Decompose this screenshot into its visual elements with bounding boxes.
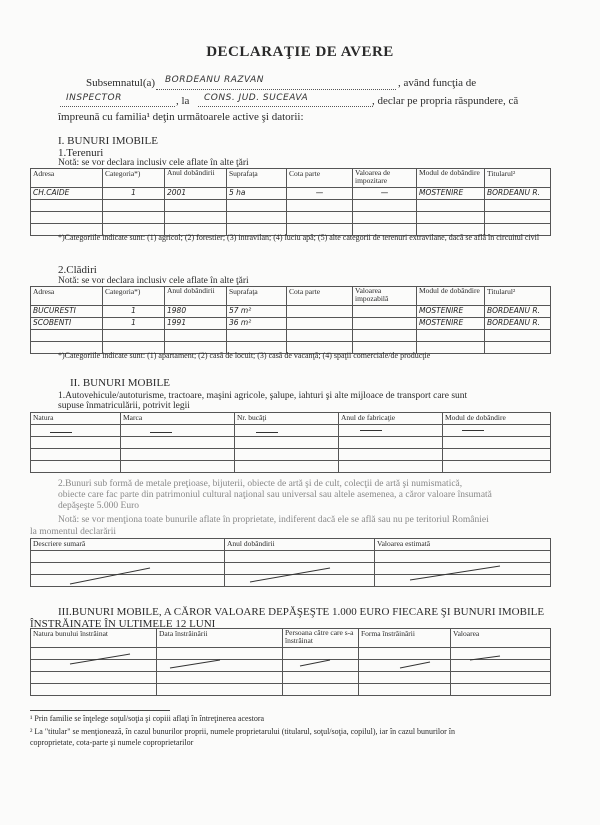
cladire-2-categoria: 1	[103, 318, 165, 330]
bunuri-note: Notă: se vor menţiona toate bunurile aflate în proprietate, indiferent dacă ele se află sau nu pe teritoriul României	[58, 515, 489, 525]
page-title: DECLARAŢIE DE AVERE	[206, 44, 394, 60]
terenuri-header-titularul: Titularul²	[485, 169, 551, 188]
teren-modul: MOSTENIRE	[417, 188, 485, 200]
declarant-name: BORDEANU RAZVAN	[165, 75, 264, 85]
intro-line-2: împreună cu familia¹ deţin următoarele active şi datorii:	[58, 111, 304, 123]
la-label: , la	[176, 95, 190, 107]
declar-text: , declar pe propria răspundere, că	[372, 95, 519, 107]
empty-mark	[256, 432, 278, 433]
cladire-2-titularul: BORDEANU R.	[485, 318, 551, 330]
cladiri-header-valoarea: Valoarea impozabilă	[353, 287, 417, 306]
cladiri-title: 2.Clădiri	[58, 264, 97, 276]
bunuri-paragraph-2: obiecte care fac parte din patrimoniul cultural naţional sau universal sau altele asemenea, a căror valoare însumată	[58, 490, 492, 500]
cladire-1-cota	[287, 306, 353, 318]
bunuri-header-anul: Anul dobândirii	[225, 539, 375, 551]
auto-header-natura: Natura	[31, 413, 121, 425]
terenuri-header-adresa: Adresa	[31, 169, 103, 188]
empty-mark	[50, 432, 72, 433]
footnote-2-cont: coproprietate, cota-parte şi numele coproprietarilor	[30, 738, 194, 747]
cancel-strikes	[30, 538, 550, 594]
section-3-heading-2: ÎNSTRĂINATE ÎN ULTIMELE 12 LUNI	[30, 618, 216, 630]
auto-header-nr: Nr. bucăţi	[235, 413, 339, 425]
teren-titularul: BORDEANU R.	[485, 188, 551, 200]
empty-mark	[462, 430, 484, 431]
cladire-2-cota	[287, 318, 353, 330]
institution-field-line	[198, 106, 373, 107]
subsemnatul-label: Subsemnatul(a)	[86, 77, 156, 89]
cladire-2-anul: 1991	[165, 318, 227, 330]
cladiri-table	[30, 286, 551, 354]
bunuri-header-valoarea: Valoarea estimată	[375, 539, 551, 551]
cladire-1-modul: MOSTENIRE	[417, 306, 485, 318]
footnote-rule	[30, 710, 170, 711]
instr-header-persoana: Persoana către care s-a înstrăinat	[283, 629, 359, 648]
cladire-1-categoria: 1	[103, 306, 165, 318]
teren-adresa: CH.CAIDE	[31, 188, 103, 200]
cladire-1-valoarea	[353, 306, 417, 318]
cladire-2-valoarea	[353, 318, 417, 330]
auto-header-modul: Modul de dobândire	[443, 413, 551, 425]
name-field-line	[156, 89, 396, 90]
cladiri-header-adresa: Adresa	[31, 287, 103, 306]
section-2-heading: II. BUNURI MOBILE	[70, 377, 170, 389]
teren-cota: —	[287, 188, 353, 200]
terenuri-header-cota: Cota parte	[287, 169, 353, 188]
bunuri-note-2: la momentul declarării	[30, 527, 116, 537]
auto-empty-row	[31, 461, 551, 473]
auto-empty-row	[31, 437, 551, 449]
cladire-1-adresa: BUCURESTI	[31, 306, 103, 318]
auto-paragraph: 1.Autovehicule/autoturisme, tractoare, maşini agricole, şalupe, iahturi şi alte mijloace de transport care sunt	[58, 391, 468, 401]
auto-paragraph-2: supuse înmatriculării, potrivit legii	[58, 401, 190, 411]
teren-anul: 2001	[165, 188, 227, 200]
terenuri-header-valoarea: Valoarea de impozitare	[353, 169, 417, 188]
terenuri-title: 1.Terenuri	[58, 147, 104, 159]
cladire-1-titularul: BORDEANU R.	[485, 306, 551, 318]
terenuri-header-modul: Modul de dobândire	[417, 169, 485, 188]
terenuri-header-suprafata: Suprafaţa	[227, 169, 287, 188]
cladire-2-suprafata: 36 m²	[227, 318, 287, 330]
terenuri-empty-row	[31, 200, 551, 212]
cladiri-header-categoria: Categoria*)	[103, 287, 165, 306]
teren-categoria: 1	[103, 188, 165, 200]
terenuri-header-anul: Anul dobândirii	[165, 169, 227, 188]
cladiri-header-suprafata: Suprafaţa	[227, 287, 287, 306]
bunuri-header-descriere: Descriere sumară	[31, 539, 225, 551]
terenuri-header-categoria: Categoria*)	[103, 169, 165, 188]
terenuri-row	[31, 188, 551, 200]
autovehicule-table	[30, 412, 551, 473]
instr-header-data: Data înstrăinării	[157, 629, 283, 648]
cladiri-row	[31, 318, 551, 330]
declarant-institution: CONS. JUD. SUCEAVA	[204, 93, 309, 103]
teren-valoarea: —	[353, 188, 417, 200]
empty-mark	[360, 430, 382, 431]
cladiri-footnote: *)Categoriile indicate sunt: (1) apartament; (2) casă de locuit; (3) casă de vacanţă; (4) spaţii comerciale/de producţie	[58, 351, 431, 360]
cancel-strikes	[30, 628, 550, 708]
bunuri-paragraph-3: depăşeşte 5.000 Euro	[58, 501, 139, 511]
section-1-heading: I. BUNURI IMOBILE	[58, 135, 158, 147]
terenuri-note: Notă: se vor declara inclusiv cele aflate în alte ţări	[58, 158, 249, 168]
teren-suprafata: 5 ha	[227, 188, 287, 200]
instr-header-valoarea: Valoarea	[451, 629, 551, 648]
cladiri-row	[31, 306, 551, 318]
function-label: , având funcţia de	[398, 77, 477, 89]
cladiri-header-titularul: Titularul²	[485, 287, 551, 306]
footnote-1: ¹ Prin familie se înţelege soţul/soţia şi copiii aflaţi în întreţinerea acestora	[30, 714, 265, 723]
terenuri-empty-row	[31, 212, 551, 224]
bunuri-paragraph-1: 2.Bunuri sub formă de metale preţioase, bijuterii, obiecte de artă şi de cult, colecţii de artă şi numismatică,	[58, 479, 463, 489]
cladire-1-suprafata: 57 m²	[227, 306, 287, 318]
auto-header-anul: Anul de fabricaţie	[339, 413, 443, 425]
position-field-line	[60, 106, 175, 107]
cladire-2-adresa: SCOBENTI	[31, 318, 103, 330]
section-3-heading: III.BUNURI MOBILE, A CĂROR VALOARE DEPĂŞEŞTE 1.000 EURO FIECARE ŞI BUNURI IMOBILE	[58, 606, 545, 618]
cladiri-empty-row	[31, 330, 551, 342]
terenuri-table	[30, 168, 551, 236]
cladiri-header-anul: Anul dobândirii	[165, 287, 227, 306]
cladire-2-modul: MOSTENIRE	[417, 318, 485, 330]
cladiri-header-cota: Cota parte	[287, 287, 353, 306]
footnote-2: ² La "titular" se menţionează, în cazul bunurilor proprii, numele proprietarului (titularul, soţul/soţia, copilul), iar în cazul bunurilor în	[30, 727, 456, 736]
cladire-1-anul: 1980	[165, 306, 227, 318]
terenuri-footnote: *)Categoriile indicate sunt: (1) agricol; (2) forestier; (3) intravilan; (4) luciu apă; (5) alte categorii de terenuri extravilane, dacă se află în circuitul civil	[58, 233, 540, 242]
auto-empty-row	[31, 449, 551, 461]
cladiri-note: Notă: se vor declara inclusiv cele aflate în alte ţări	[58, 276, 249, 286]
instr-header-natura: Natura bunului înstrăinat	[31, 629, 157, 648]
auto-header-marca: Marca	[121, 413, 235, 425]
empty-mark	[150, 432, 172, 433]
instr-header-forma: Forma înstrăinării	[359, 629, 451, 648]
cladiri-header-modul: Modul de dobândire	[417, 287, 485, 306]
declarant-position: INSPECTOR	[66, 93, 122, 103]
